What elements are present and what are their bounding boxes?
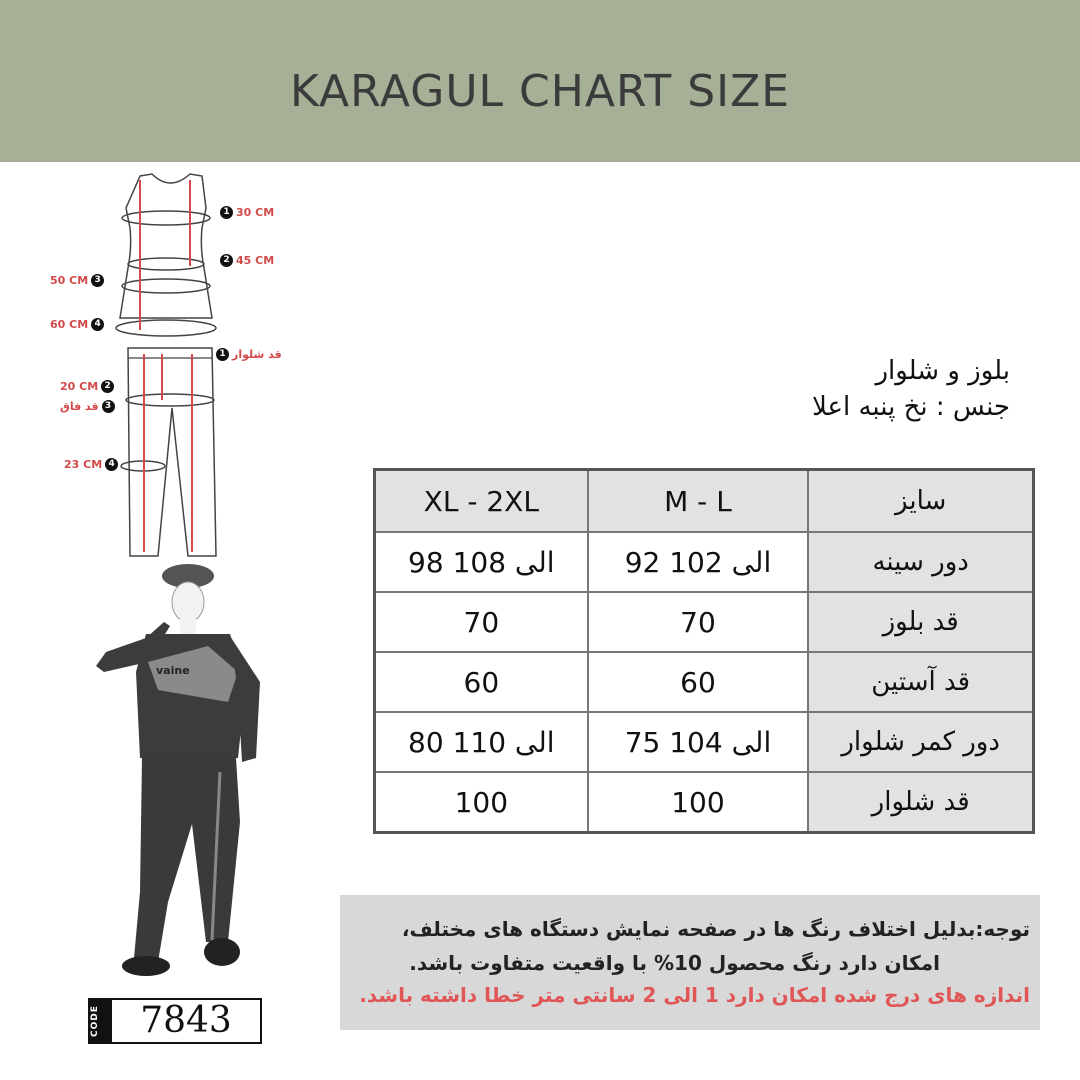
measurement-top-1: 1 30 CM (220, 206, 274, 219)
table-cell: 80 الی 110 (375, 712, 588, 772)
table-row (375, 772, 1034, 833)
note-line-2: امکان دارد رنگ محصول 10% با واقعیت متفاوت باشد. (409, 951, 940, 975)
product-material: جنس : نخ پنبه اعلا (811, 392, 1010, 422)
table-cell: 70 (588, 592, 809, 652)
product-info (812, 356, 1010, 422)
table-row-label: قد شلوار (808, 772, 1033, 833)
table-header-cell: XL - 2XL (375, 470, 588, 533)
table-cell: 92 الی 102 (588, 532, 809, 592)
model-photo (88, 562, 278, 1002)
table-row-label: دور کمر شلوار (808, 712, 1033, 772)
table-cell: 100 (588, 772, 809, 833)
table-row-label: دور سینه (808, 532, 1033, 592)
shirt-print: vaine (156, 664, 190, 677)
measurement-pants-4: 4 23 CM (64, 458, 118, 471)
size-table (373, 468, 1035, 834)
note-line-3: اندازه های درج شده امکان دارد 1 الی 2 سانتی متر خطا داشته باشد. (359, 983, 1030, 1007)
measurement-pants-1: 1 قد شلوار (216, 348, 282, 361)
code-number: 7843 (140, 1000, 232, 1041)
measurement-pants-3: 3 قد فاق (60, 400, 115, 413)
table-header-cell: سایز (808, 470, 1033, 533)
note-line-1: توجه:بدلیل اختلاف رنگ ها در صفحه نمایش دستگاه های مختلف، (401, 917, 1030, 941)
table-cell: 98 الی 108 (375, 532, 588, 592)
garment-outline-icon (40, 168, 300, 568)
table-row-label: قد آستین (808, 652, 1033, 712)
note-box (340, 895, 1040, 1030)
table-cell: 70 (375, 592, 588, 652)
header-banner (0, 0, 1080, 162)
measurement-top-2: 2 45 CM (220, 254, 274, 267)
table-row (375, 712, 1034, 772)
product-code-box (88, 998, 262, 1044)
table-row (375, 532, 1034, 592)
table-cell: 75 الی 104 (588, 712, 809, 772)
table-cell: 60 (588, 652, 809, 712)
table-row-label: قد بلوز (808, 592, 1033, 652)
table-row (375, 592, 1034, 652)
product-name: بلوز و شلوار (875, 356, 1010, 386)
measurement-top-3: 3 50 CM (50, 274, 104, 287)
measurement-pants-2: 2 20 CM (60, 380, 114, 393)
code-label: CODE (90, 1000, 112, 1042)
table-cell: 60 (375, 652, 588, 712)
measurement-top-4: 4 60 CM (50, 318, 104, 331)
table-header-row (375, 470, 1034, 533)
model-silhouette-icon (88, 562, 278, 1002)
table-header-cell: M - L (588, 470, 809, 533)
measurement-diagram (40, 168, 300, 568)
table-row (375, 652, 1034, 712)
table-cell: 100 (375, 772, 588, 833)
page-title: KARAGUL CHART SIZE (289, 66, 791, 117)
